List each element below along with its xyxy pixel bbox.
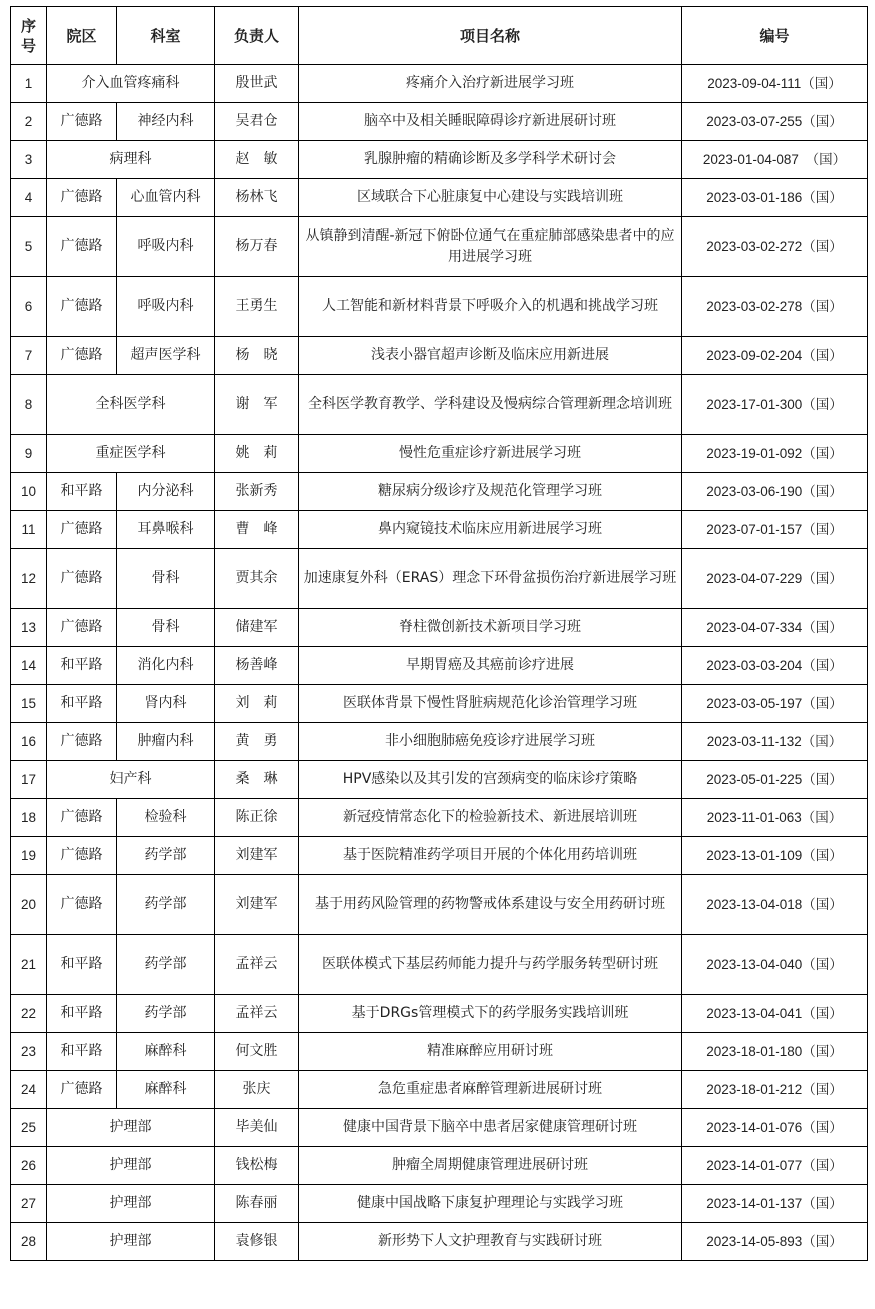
row-campus: 和平路 bbox=[47, 473, 117, 511]
row-dept: 呼吸内科 bbox=[117, 217, 215, 277]
row-dept: 麻醉科 bbox=[117, 1071, 215, 1109]
row-leader: 毕美仙 bbox=[215, 1109, 299, 1147]
row-seq: 27 bbox=[11, 1185, 47, 1223]
table-row bbox=[11, 647, 868, 685]
row-seq: 2 bbox=[11, 103, 47, 141]
row-leader: 孟祥云 bbox=[215, 995, 299, 1033]
row-seq: 20 bbox=[11, 875, 47, 935]
table-row bbox=[11, 375, 868, 435]
row-dept: 神经内科 bbox=[117, 103, 215, 141]
row-seq: 5 bbox=[11, 217, 47, 277]
row-dept: 耳鼻喉科 bbox=[117, 511, 215, 549]
row-seq: 13 bbox=[11, 609, 47, 647]
row-seq: 14 bbox=[11, 647, 47, 685]
table-row bbox=[11, 761, 868, 799]
row-seq: 10 bbox=[11, 473, 47, 511]
table-row bbox=[11, 875, 868, 935]
row-project: 疼痛介入治疗新进展学习班 bbox=[299, 65, 682, 103]
row-dept: 病理科 bbox=[47, 141, 215, 179]
row-campus: 广德路 bbox=[47, 179, 117, 217]
row-project: 新冠疫情常态化下的检验新技术、新进展培训班 bbox=[299, 799, 682, 837]
row-seq: 21 bbox=[11, 935, 47, 995]
row-code: 2023-03-02-278（国） bbox=[682, 277, 868, 337]
table-row bbox=[11, 995, 868, 1033]
row-leader: 何文胜 bbox=[215, 1033, 299, 1071]
row-campus: 和平路 bbox=[47, 647, 117, 685]
header-dept: 科室 bbox=[117, 7, 215, 65]
row-seq: 9 bbox=[11, 435, 47, 473]
row-seq: 19 bbox=[11, 837, 47, 875]
row-dept: 介入血管疼痛科 bbox=[47, 65, 215, 103]
row-code: 2023-14-01-077（国） bbox=[682, 1147, 868, 1185]
table-row bbox=[11, 217, 868, 277]
row-seq: 7 bbox=[11, 337, 47, 375]
row-campus: 广德路 bbox=[47, 217, 117, 277]
row-code: 2023-03-05-197（国） bbox=[682, 685, 868, 723]
project-table-container bbox=[10, 6, 867, 1261]
table-row bbox=[11, 1109, 868, 1147]
table-row bbox=[11, 65, 868, 103]
row-leader: 孟祥云 bbox=[215, 935, 299, 995]
row-dept: 药学部 bbox=[117, 875, 215, 935]
header-seq: 序号 bbox=[11, 7, 47, 65]
row-dept: 肿瘤内科 bbox=[117, 723, 215, 761]
row-seq: 3 bbox=[11, 141, 47, 179]
table-row bbox=[11, 337, 868, 375]
row-campus: 广德路 bbox=[47, 337, 117, 375]
header-code: 编号 bbox=[682, 7, 868, 65]
row-seq: 18 bbox=[11, 799, 47, 837]
table-row bbox=[11, 609, 868, 647]
row-leader: 杨林飞 bbox=[215, 179, 299, 217]
row-project: 人工智能和新材料背景下呼吸介入的机遇和挑战学习班 bbox=[299, 277, 682, 337]
row-leader: 吴君仓 bbox=[215, 103, 299, 141]
row-project: 糖尿病分级诊疗及规范化管理学习班 bbox=[299, 473, 682, 511]
row-seq: 4 bbox=[11, 179, 47, 217]
row-leader: 殷世武 bbox=[215, 65, 299, 103]
row-campus: 广德路 bbox=[47, 277, 117, 337]
row-dept: 消化内科 bbox=[117, 647, 215, 685]
row-code: 2023-13-01-109（国） bbox=[682, 837, 868, 875]
row-project: 肿瘤全周期健康管理进展研讨班 bbox=[299, 1147, 682, 1185]
table-row bbox=[11, 1147, 868, 1185]
row-campus: 广德路 bbox=[47, 1071, 117, 1109]
row-seq: 23 bbox=[11, 1033, 47, 1071]
row-dept: 妇产科 bbox=[47, 761, 215, 799]
row-campus: 广德路 bbox=[47, 609, 117, 647]
row-seq: 28 bbox=[11, 1223, 47, 1261]
row-code: 2023-17-01-300（国） bbox=[682, 375, 868, 435]
row-leader: 谢 军 bbox=[215, 375, 299, 435]
row-dept: 麻醉科 bbox=[117, 1033, 215, 1071]
row-project: 非小细胞肺癌免疫诊疗进展学习班 bbox=[299, 723, 682, 761]
row-code: 2023-03-11-132（国） bbox=[682, 723, 868, 761]
row-code: 2023-18-01-212（国） bbox=[682, 1071, 868, 1109]
header-campus: 院区 bbox=[47, 7, 117, 65]
row-code: 2023-09-04-111（国） bbox=[682, 65, 868, 103]
row-dept: 超声医学科 bbox=[117, 337, 215, 375]
row-campus: 广德路 bbox=[47, 799, 117, 837]
row-code: 2023-13-04-040（国） bbox=[682, 935, 868, 995]
row-dept: 肾内科 bbox=[117, 685, 215, 723]
row-seq: 17 bbox=[11, 761, 47, 799]
row-seq: 25 bbox=[11, 1109, 47, 1147]
row-leader: 曹 峰 bbox=[215, 511, 299, 549]
table-row bbox=[11, 511, 868, 549]
table-row bbox=[11, 799, 868, 837]
row-project: 基于DRGs管理模式下的药学服务实践培训班 bbox=[299, 995, 682, 1033]
row-leader: 刘 莉 bbox=[215, 685, 299, 723]
row-project: 区域联合下心脏康复中心建设与实践培训班 bbox=[299, 179, 682, 217]
row-seq: 22 bbox=[11, 995, 47, 1033]
row-code: 2023-04-07-229（国） bbox=[682, 549, 868, 609]
table-row bbox=[11, 141, 868, 179]
row-seq: 24 bbox=[11, 1071, 47, 1109]
row-leader: 刘建军 bbox=[215, 837, 299, 875]
row-leader: 陈正徐 bbox=[215, 799, 299, 837]
table-row bbox=[11, 935, 868, 995]
row-leader: 陈春丽 bbox=[215, 1185, 299, 1223]
row-code: 2023-13-04-018（国） bbox=[682, 875, 868, 935]
row-dept: 护理部 bbox=[47, 1185, 215, 1223]
row-code: 2023-03-07-255（国） bbox=[682, 103, 868, 141]
row-code: 2023-09-02-204（国） bbox=[682, 337, 868, 375]
row-leader: 钱松梅 bbox=[215, 1147, 299, 1185]
table-row bbox=[11, 277, 868, 337]
row-dept: 呼吸内科 bbox=[117, 277, 215, 337]
header-project: 项目名称 bbox=[299, 7, 682, 65]
row-dept: 骨科 bbox=[117, 609, 215, 647]
row-project: 健康中国背景下脑卒中患者居家健康管理研讨班 bbox=[299, 1109, 682, 1147]
row-campus: 和平路 bbox=[47, 995, 117, 1033]
row-leader: 杨善峰 bbox=[215, 647, 299, 685]
row-dept: 药学部 bbox=[117, 935, 215, 995]
row-code: 2023-03-03-204（国） bbox=[682, 647, 868, 685]
row-dept: 内分泌科 bbox=[117, 473, 215, 511]
row-project: 浅表小器官超声诊断及临床应用新进展 bbox=[299, 337, 682, 375]
row-project: 慢性危重症诊疗新进展学习班 bbox=[299, 435, 682, 473]
row-code: 2023-04-07-334（国） bbox=[682, 609, 868, 647]
project-table bbox=[10, 6, 868, 1261]
row-seq: 15 bbox=[11, 685, 47, 723]
row-dept: 骨科 bbox=[117, 549, 215, 609]
row-code: 2023-19-01-092（国） bbox=[682, 435, 868, 473]
table-row bbox=[11, 1185, 868, 1223]
row-seq: 11 bbox=[11, 511, 47, 549]
row-project: 基于医院精准药学项目开展的个体化用药培训班 bbox=[299, 837, 682, 875]
table-body bbox=[11, 65, 868, 1261]
row-seq: 8 bbox=[11, 375, 47, 435]
row-project: 健康中国战略下康复护理理论与实践学习班 bbox=[299, 1185, 682, 1223]
row-seq: 6 bbox=[11, 277, 47, 337]
row-code: 2023-14-01-076（国） bbox=[682, 1109, 868, 1147]
row-leader: 袁修银 bbox=[215, 1223, 299, 1261]
row-code: 2023-14-01-137（国） bbox=[682, 1185, 868, 1223]
row-campus: 广德路 bbox=[47, 549, 117, 609]
row-campus: 和平路 bbox=[47, 685, 117, 723]
row-seq: 12 bbox=[11, 549, 47, 609]
row-project: 乳腺肿瘤的精确诊断及多学科学术研讨会 bbox=[299, 141, 682, 179]
row-campus: 广德路 bbox=[47, 103, 117, 141]
row-code: 2023-03-01-186（国） bbox=[682, 179, 868, 217]
row-leader: 王勇生 bbox=[215, 277, 299, 337]
table-row bbox=[11, 549, 868, 609]
row-leader: 刘建军 bbox=[215, 875, 299, 935]
row-project: 全科医学教育教学、学科建设及慢病综合管理新理念培训班 bbox=[299, 375, 682, 435]
row-project: 从镇静到清醒-新冠下俯卧位通气在重症肺部感染患者中的应用进展学习班 bbox=[299, 217, 682, 277]
row-leader: 姚 莉 bbox=[215, 435, 299, 473]
row-leader: 杨 晓 bbox=[215, 337, 299, 375]
table-row bbox=[11, 685, 868, 723]
row-dept: 重症医学科 bbox=[47, 435, 215, 473]
row-project: 脑卒中及相关睡眠障碍诊疗新进展研讨班 bbox=[299, 103, 682, 141]
row-project: 早期胃癌及其癌前诊疗进展 bbox=[299, 647, 682, 685]
row-leader: 杨万春 bbox=[215, 217, 299, 277]
table-row bbox=[11, 435, 868, 473]
table-row bbox=[11, 837, 868, 875]
row-campus: 广德路 bbox=[47, 875, 117, 935]
table-row bbox=[11, 1033, 868, 1071]
table-row bbox=[11, 1071, 868, 1109]
table-row bbox=[11, 1223, 868, 1261]
row-leader: 贾其余 bbox=[215, 549, 299, 609]
row-project: 鼻内窥镜技术临床应用新进展学习班 bbox=[299, 511, 682, 549]
row-project: 精准麻醉应用研讨班 bbox=[299, 1033, 682, 1071]
row-code: 2023-07-01-157（国） bbox=[682, 511, 868, 549]
row-campus: 和平路 bbox=[47, 1033, 117, 1071]
row-dept: 全科医学科 bbox=[47, 375, 215, 435]
row-dept: 护理部 bbox=[47, 1147, 215, 1185]
row-dept: 护理部 bbox=[47, 1223, 215, 1261]
row-code: 2023-13-04-041（国） bbox=[682, 995, 868, 1033]
table-row bbox=[11, 473, 868, 511]
row-dept: 药学部 bbox=[117, 995, 215, 1033]
row-code: 2023-03-06-190（国） bbox=[682, 473, 868, 511]
row-project: 基于用药风险管理的药物警戒体系建设与安全用药研讨班 bbox=[299, 875, 682, 935]
row-project: 新形势下人文护理教育与实践研讨班 bbox=[299, 1223, 682, 1261]
row-project: 医联体背景下慢性肾脏病规范化诊治管理学习班 bbox=[299, 685, 682, 723]
row-campus: 广德路 bbox=[47, 837, 117, 875]
row-leader: 储建军 bbox=[215, 609, 299, 647]
row-project: 加速康复外科（ERAS）理念下环骨盆损伤治疗新进展学习班 bbox=[299, 549, 682, 609]
row-campus: 和平路 bbox=[47, 935, 117, 995]
row-code: 2023-01-04-087 （国） bbox=[682, 141, 868, 179]
table-row bbox=[11, 103, 868, 141]
row-dept: 检验科 bbox=[117, 799, 215, 837]
row-seq: 16 bbox=[11, 723, 47, 761]
row-campus: 广德路 bbox=[47, 511, 117, 549]
table-row bbox=[11, 179, 868, 217]
row-code: 2023-03-02-272（国） bbox=[682, 217, 868, 277]
row-dept: 护理部 bbox=[47, 1109, 215, 1147]
row-project: 医联体模式下基层药师能力提升与药学服务转型研讨班 bbox=[299, 935, 682, 995]
row-project: HPV感染以及其引发的宫颈病变的临床诊疗策略 bbox=[299, 761, 682, 799]
row-seq: 26 bbox=[11, 1147, 47, 1185]
row-seq: 1 bbox=[11, 65, 47, 103]
table-header-row bbox=[11, 7, 868, 65]
table-row bbox=[11, 723, 868, 761]
row-leader: 张庆 bbox=[215, 1071, 299, 1109]
row-dept: 药学部 bbox=[117, 837, 215, 875]
row-code: 2023-05-01-225（国） bbox=[682, 761, 868, 799]
row-project: 脊柱微创新技术新项目学习班 bbox=[299, 609, 682, 647]
row-campus: 广德路 bbox=[47, 723, 117, 761]
row-dept: 心血管内科 bbox=[117, 179, 215, 217]
row-leader: 张新秀 bbox=[215, 473, 299, 511]
row-code: 2023-14-05-893（国） bbox=[682, 1223, 868, 1261]
row-leader: 赵 敏 bbox=[215, 141, 299, 179]
header-leader: 负责人 bbox=[215, 7, 299, 65]
row-code: 2023-11-01-063（国） bbox=[682, 799, 868, 837]
row-leader: 黄 勇 bbox=[215, 723, 299, 761]
row-project: 急危重症患者麻醉管理新进展研讨班 bbox=[299, 1071, 682, 1109]
row-code: 2023-18-01-180（国） bbox=[682, 1033, 868, 1071]
row-leader: 桑 琳 bbox=[215, 761, 299, 799]
